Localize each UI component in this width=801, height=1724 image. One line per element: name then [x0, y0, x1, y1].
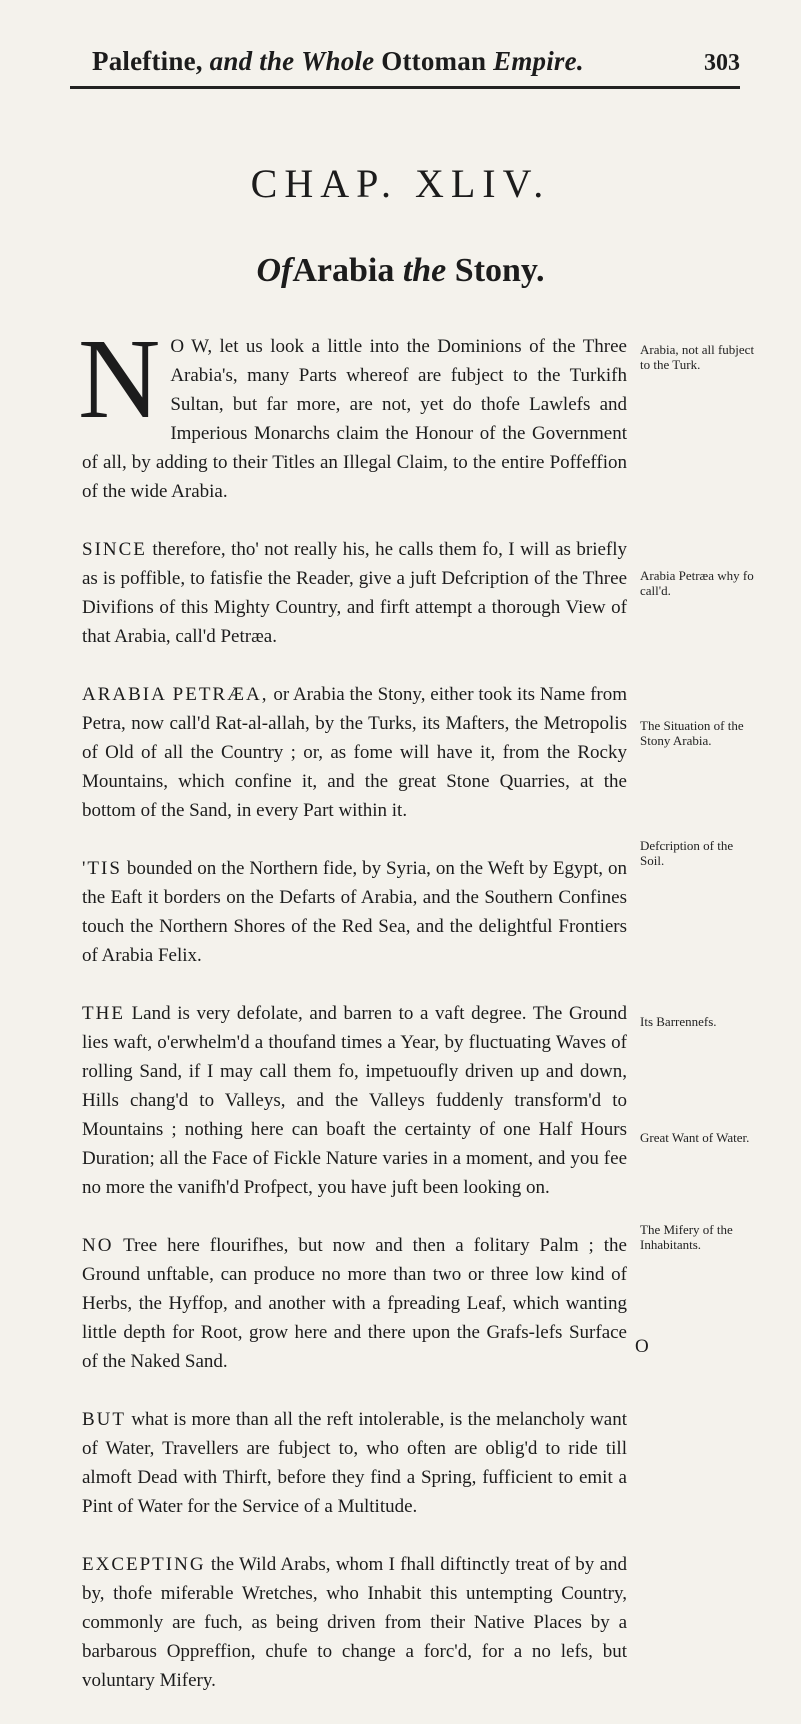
- paragraph: [82, 535, 627, 651]
- paragraph-lead: SINCE: [82, 539, 147, 560]
- paragraph-text: the Wild Arabs, whom I fhall diftinctly treat of by and by, thofe miferable Wretches, who Inhabit this untempting Country, commonly are fuch, as being driven from their Native Places by a barbarous Oppreffion, chufe to change a forc'd, for a no lefs, but voluntary Mifery.: [82, 1554, 628, 1691]
- margin-note: The Mifery of the Inhabitants.: [640, 1222, 733, 1252]
- page-number: 303: [704, 50, 740, 76]
- paragraph-lead: ARABIA PETRÆA,: [82, 684, 269, 705]
- paragraph-text: therefore, tho' not really his, he calls them fo, I will as briefly as is poffible, to fatisfie the Reader, give a juft Defcription of the Three Divifions of this Mighty Country, and firft attempt a thorough View of that Arabia, call'd Petræa.: [82, 539, 628, 647]
- paragraph-lead: NO: [82, 1235, 114, 1256]
- paragraph-text: bounded on the Northern fide, by Syria, on the Weft by Egypt, on the Eaft it borders on the Defarts of Arabia, and the Southern Confines touch the Northern Shores of the Red Sea, and the delightful Frontiers of Arabia Felix.: [82, 858, 628, 966]
- paragraph: [82, 1231, 627, 1376]
- paragraph: [82, 1405, 627, 1521]
- body-text: [78, 315, 628, 1724]
- paragraph-text: what is more than all the reft intolerable, is the melancholy want of Water, Travellers are fubject to, who often are oblig'd to ride till almoft Dead with Thirft, before they find a Spring, fufficient to emit a Pint of Water for the Service of a Multitude.: [82, 1409, 628, 1517]
- drop-cap: N: [78, 315, 161, 442]
- chapter-heading: CHAP. XLIV.: [250, 161, 551, 206]
- paragraph-lead: BUT: [82, 1409, 126, 1430]
- header-rule: [70, 86, 740, 89]
- paragraph-lead: 'TIS: [82, 858, 122, 879]
- catchword: O: [635, 1336, 649, 1357]
- paragraph: [82, 680, 627, 825]
- paragraph: [82, 999, 627, 1202]
- paragraph: [82, 1550, 627, 1695]
- margin-note: Defcription of the Soil.: [640, 838, 734, 868]
- margin-note: Arabia, not all fubject to the Turk.: [640, 342, 755, 372]
- running-head: [70, 40, 740, 84]
- margin-note: Arabia Petræa why fo call'd.: [640, 568, 754, 598]
- paragraph-lead: EXCEPTING: [82, 1554, 206, 1575]
- chapter-subtitle: OfArabia the Stony.: [256, 252, 545, 289]
- paragraph: [78, 315, 627, 506]
- running-title: Paleftine, and the Whole Ottoman Empire.: [92, 46, 584, 76]
- paragraph-text: O W, let us look a little into the Dominions of the Three Arabia's, many Parts whereof are fubject to the Turkifh Sultan, but far more, are not, yet do thofe Lawlefs and Imperious Monarchs claim the Honour of the Government of all, by adding to their Titles an Illegal Claim, to the entire Poffeffion of the wide Arabia.: [82, 336, 627, 502]
- paragraph-text: Land is very defolate, and barren to a vaft degree. The Ground lies waft, o'erwhelm'd a thoufand times a Year, by fluctuating Waves of rolling Sand, if I may call them fo, impetuoufly driven up and down, Hills chang'd to Valleys, and the Valleys fuddenly transform'd to Mountains ; nothing here can boaft the certainty of one Half Hours Duration; all the Face of Fickle Nature varies in a moment, and you fee no more the vanifh'd Profpect, you have juft been looking on.: [82, 1003, 628, 1198]
- paragraph: [82, 854, 627, 970]
- paragraph-lead: THE: [82, 1003, 125, 1024]
- paragraph-text: Tree here flourifhes, but now and then a folitary Palm ; the Ground unftable, can produce no more than two or three low kind of Herbs, the Hyffop, and another with a fpreading Leaf, which wanting little depth for Root, grow here and there upon the Grafs-lefs Surface of the Naked Sand.: [82, 1235, 627, 1372]
- margin-note: Its Barrennefs.: [640, 1014, 717, 1029]
- margin-note: Great Want of Water.: [640, 1130, 750, 1145]
- paragraph-text: or Arabia the Stony, either took its Name from Petra, now call'd Rat-al-allah, by the Turks, its Mafters, the Metropolis of Old of all the Country ; or, as fome will have it, from the Rocky Mountains, which confine it, and the great Stone Quarries, at the bottom of the Sand, in every Part within it.: [82, 684, 628, 821]
- margin-note: The Situation of the Stony Arabia.: [640, 718, 744, 748]
